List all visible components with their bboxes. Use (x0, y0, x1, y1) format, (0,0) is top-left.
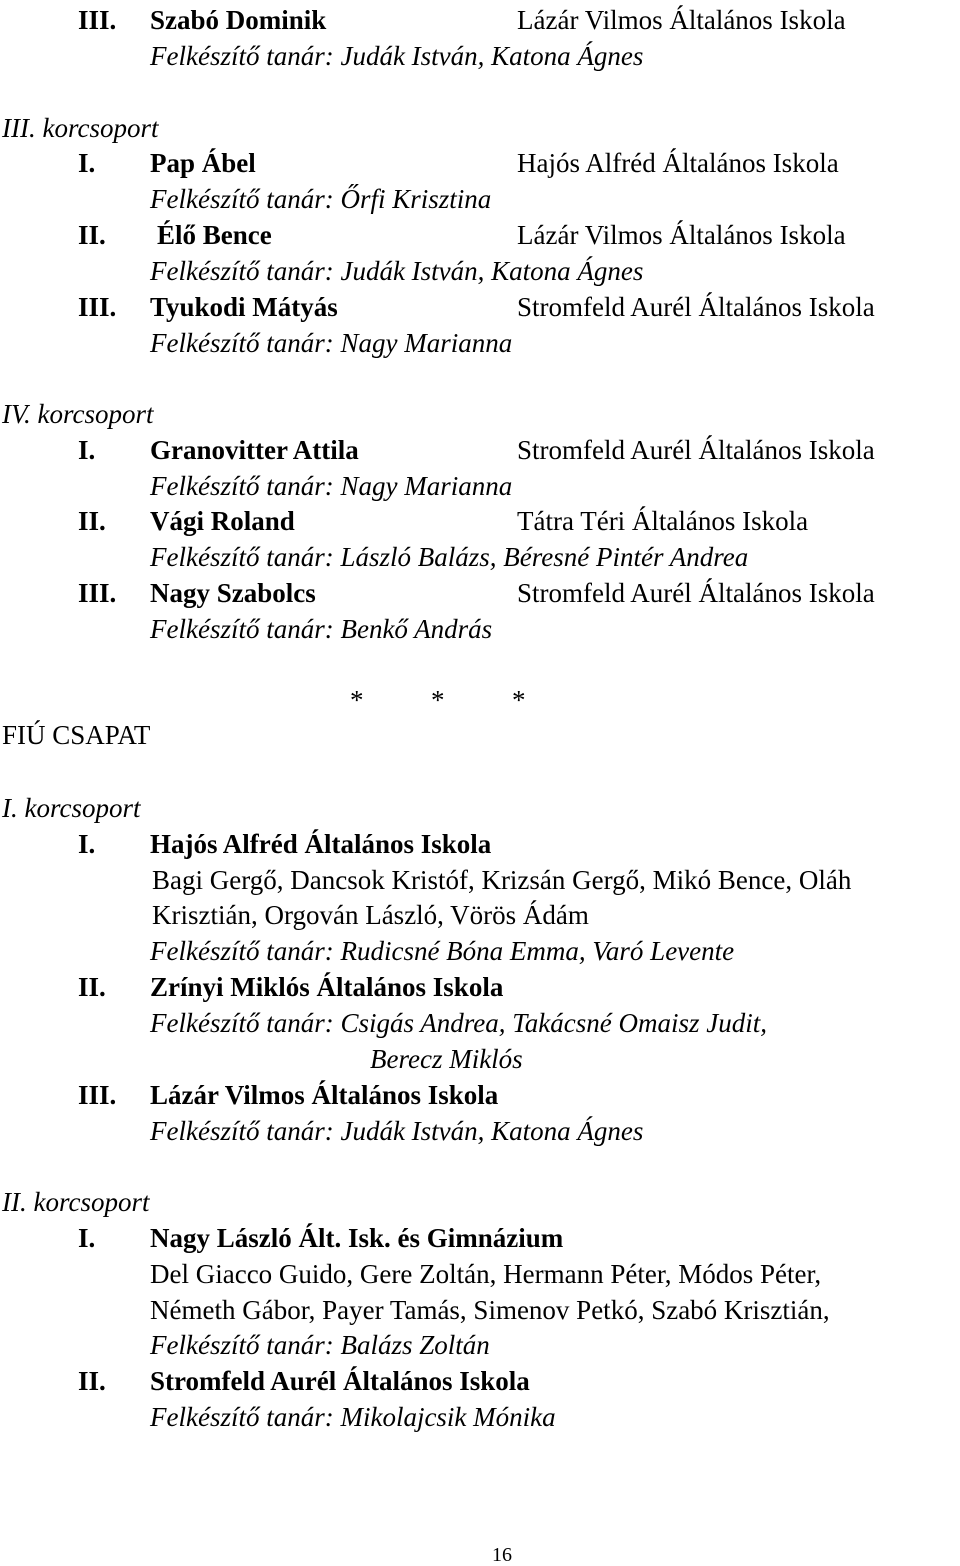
team-school-name: Zrínyi Miklós Általános Iskola (150, 972, 504, 1002)
school-name: Stromfeld Aurél Általános Iskola (517, 435, 875, 465)
team-school-name: Stromfeld Aurél Általános Iskola (150, 1366, 530, 1396)
place-label: III. (78, 5, 117, 35)
teacher-line: Felkészítő tanár: Benkő András (150, 614, 493, 644)
age-group-heading: I. korcsoport (2, 793, 141, 823)
place-label: II. (78, 506, 106, 536)
student-name: Nagy Szabolcs (150, 578, 316, 608)
place-label: II. (78, 220, 106, 250)
place-label: I. (78, 829, 96, 859)
student-name: Tyukodi Mátyás (150, 292, 338, 322)
team-members: Németh Gábor, Payer Tamás, Simenov Petkó, Szabó Krisztián, (150, 1295, 830, 1325)
school-name: Hajós Alfréd Általános Iskola (517, 148, 839, 178)
teacher-line: Felkészítő tanár: Rudicsné Bóna Emma, Varó Levente (150, 936, 735, 966)
team-members: Del Giacco Guido, Gere Zoltán, Hermann Péter, Módos Péter, (150, 1259, 822, 1289)
student-name: Pap Ábel (150, 148, 256, 178)
student-name: Granovitter Attila (150, 435, 359, 465)
school-name: Stromfeld Aurél Általános Iskola (517, 578, 875, 608)
place-label: III. (78, 1080, 117, 1110)
school-name: Lázár Vilmos Általános Iskola (517, 5, 846, 35)
team-members: Bagi Gergő, Dancsok Kristóf, Krizsán Gergő, Mikó Bence, Oláh (152, 865, 852, 895)
teacher-line: Felkészítő tanár: Judák István, Katona Ágnes (150, 256, 644, 286)
age-group-heading: III. korcsoport (2, 113, 159, 143)
teacher-line: Felkészítő tanár: Csigás Andrea, Takácsné Omaisz Judit, (150, 1008, 767, 1038)
teacher-line: Felkészítő tanár: Nagy Marianna (150, 328, 513, 358)
teacher-line: Felkészítő tanár: László Balázs, Béresné Pintér Andrea (150, 542, 749, 572)
team-members: Krisztián, Orgován László, Vörös Ádám (152, 900, 589, 930)
place-label: III. (78, 292, 117, 322)
teacher-line: Felkészítő tanár: Judák István, Katona Ágnes (150, 41, 644, 71)
team-school-name: Nagy László Ált. Isk. és Gimnázium (150, 1223, 564, 1253)
teacher-line: Felkészítő tanár: Nagy Marianna (150, 471, 513, 501)
student-name: Vági Roland (150, 506, 295, 536)
place-label: I. (78, 1223, 96, 1253)
page-number: 16 (492, 1544, 512, 1566)
age-group-heading: IV. korcsoport (2, 399, 154, 429)
section-separator: * * * (350, 685, 526, 715)
teacher-line: Berecz Miklós (370, 1044, 523, 1074)
teacher-line: Felkészítő tanár: Mikolajcsik Mónika (150, 1402, 556, 1432)
team-school-name: Hajós Alfréd Általános Iskola (150, 829, 492, 859)
place-label: II. (78, 972, 106, 1002)
teacher-line: Felkészítő tanár: Őrfi Krisztina (150, 184, 492, 214)
teacher-line: Felkészítő tanár: Judák István, Katona Ágnes (150, 1116, 644, 1146)
place-label: I. (78, 435, 96, 465)
place-label: II. (78, 1366, 106, 1396)
place-label: I. (78, 148, 96, 178)
place-label: III. (78, 578, 117, 608)
team-school-name: Lázár Vilmos Általános Iskola (150, 1080, 499, 1110)
teacher-line: Felkészítő tanár: Balázs Zoltán (150, 1330, 490, 1360)
section-heading: FIÚ CSAPAT (2, 720, 151, 750)
age-group-heading: II. korcsoport (2, 1187, 150, 1217)
school-name: Stromfeld Aurél Általános Iskola (517, 292, 875, 322)
student-name: Élő Bence (157, 220, 272, 250)
student-name: Szabó Dominik (150, 5, 327, 35)
school-name: Tátra Téri Általános Iskola (517, 506, 809, 536)
school-name: Lázár Vilmos Általános Iskola (517, 220, 846, 250)
